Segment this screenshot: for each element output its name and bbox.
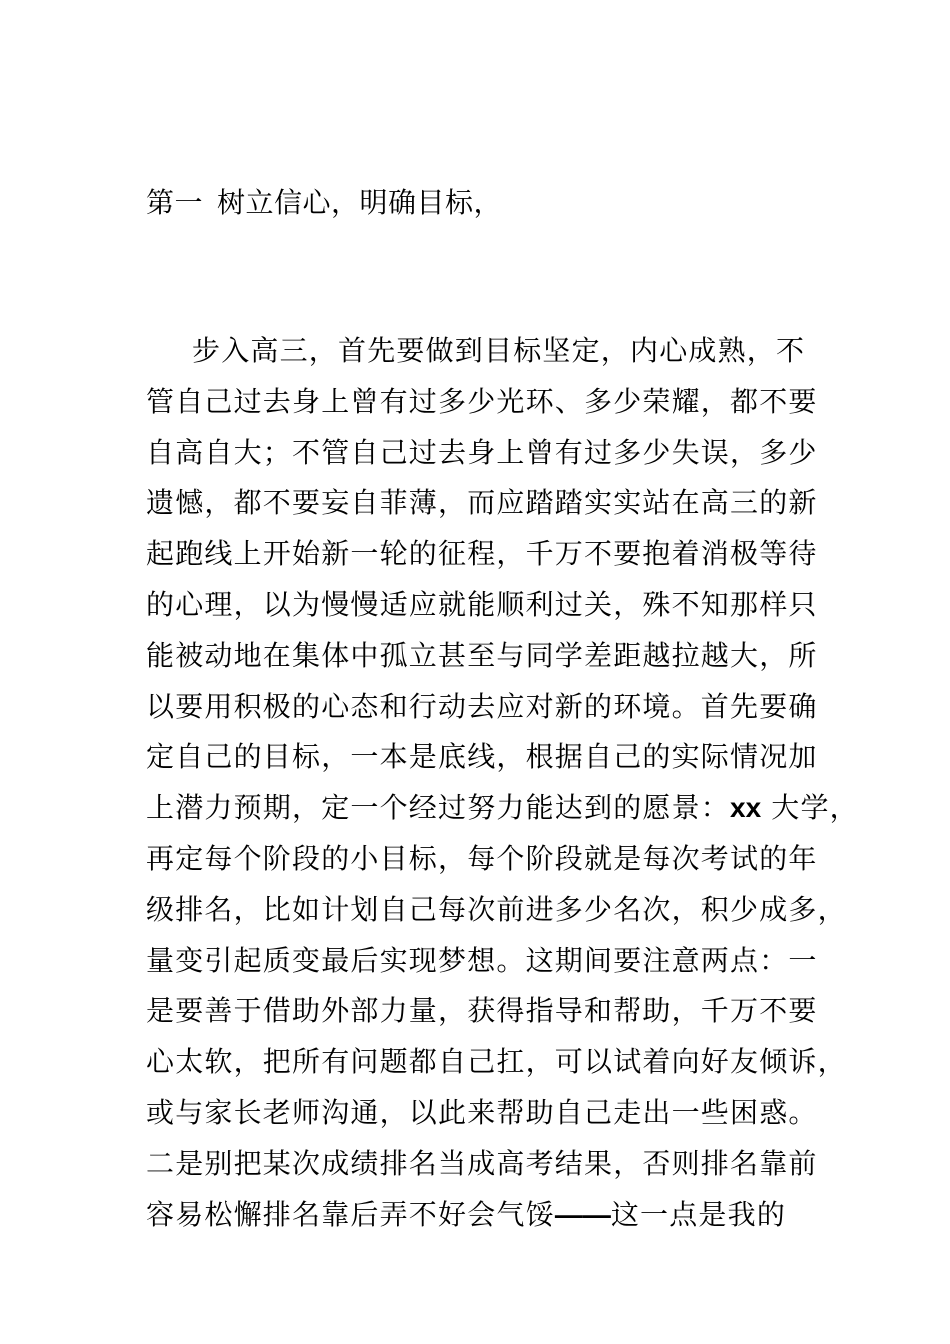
line-text: 上潜力预期，定一个经过努力能达到的愿景： — [146, 791, 731, 825]
paragraph-line: 能被动地在集体中孤立甚至与同学差距越拉越大，所 — [146, 638, 818, 672]
paragraph-line: 以要用积极的心态和行动去应对新的环境。首先要确 — [146, 689, 818, 723]
university-placeholder: xx — [730, 792, 762, 824]
paragraph-line: 定自己的目标，一本是底线，根据自己的实际情况加 — [146, 740, 818, 774]
paragraph-line: 管自己过去身上曾有过多少光环、多少荣耀，都不要 — [146, 384, 818, 418]
heading-number: 第一 — [146, 186, 204, 219]
paragraph-line: 再定每个阶段的小目标，每个阶段就是每次考试的年 — [146, 841, 818, 875]
line-text: 大学， — [761, 791, 859, 825]
paragraph-line: 心太软，把所有问题都自己扛，可以试着向好友倾诉， — [146, 1045, 847, 1079]
line-text: 容易松懈排名靠后弄不好会气馁 — [146, 1197, 555, 1231]
paragraph-line: 步入高三，首先要做到目标坚定，内心成熟，不 — [192, 334, 806, 367]
paragraph-line — [146, 1190, 816, 1241]
heading-title: 树立信心，明确目标， — [217, 186, 503, 219]
paragraph-line: 二是别把某次成绩排名当成高考结果，否则排名靠前 — [146, 1146, 818, 1180]
em-dash: —— — [554, 1198, 611, 1230]
section-heading — [146, 183, 502, 223]
paragraph-line: 起跑线上开始新一轮的征程，千万不要抱着消极等待 — [146, 537, 818, 571]
paragraph-line: 级排名，比如计划自己每次前进多少名次，积少成多， — [146, 892, 847, 926]
paragraph-line: 或与家长老师沟通，以此来帮助自己走出一些困惑。 — [146, 1095, 818, 1129]
paragraph-line: 自高自大；不管自己过去身上曾有过多少失误，多少 — [146, 435, 818, 469]
line-text: 这一点是我的 — [610, 1197, 787, 1231]
paragraph-line: 量变引起质变最后实现梦想。这期间要注意两点：一 — [146, 943, 818, 977]
paragraph-line: 的心理，以为慢慢适应就能顺利过关，殊不知那样只 — [146, 587, 818, 621]
paragraph-line: 遗憾，都不要妄自菲薄，而应踏踏实实站在高三的新 — [146, 486, 818, 520]
paragraph-line: 是要善于借助外部力量，获得指导和帮助，千万不要 — [146, 994, 818, 1028]
body-paragraph — [146, 326, 859, 1240]
paragraph-line — [146, 783, 859, 834]
